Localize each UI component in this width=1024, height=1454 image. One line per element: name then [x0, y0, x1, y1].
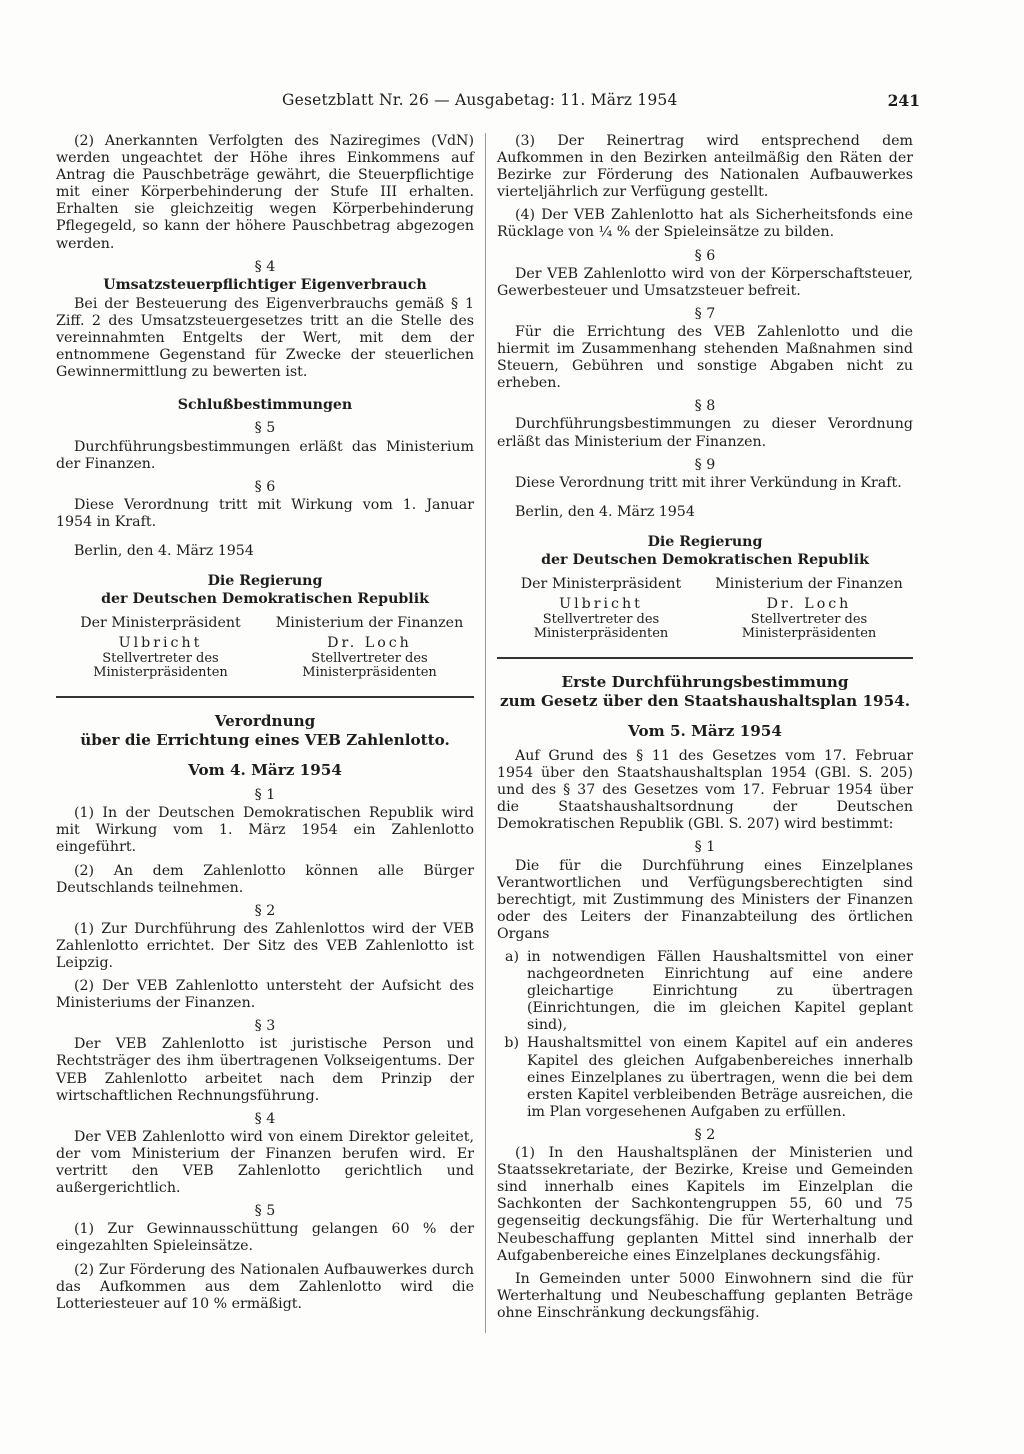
place-date: Berlin, den 4. März 1954 [74, 542, 254, 559]
header-title: Gesetzblatt Nr. 26 — Ausgabetag: 11. März 1954 [282, 91, 678, 109]
paragraph: (1) Zur Gewinnausschüttung gelangen 60 % der eingezahlten Spieleinsätze. [56, 1221, 474, 1255]
paragraph: (3) Der Reinertrag wird entsprechend dem Aufkommen in den Bezirken anteilmäßig den Räten der Bezirke zur Förderung des Nationalen Aufbauwerkes vierteljährlich zur Verfügung gestellt. [497, 133, 913, 201]
signature-right [705, 575, 913, 641]
paragraph: (4) Der VEB Zahlenlotto hat als Sicherheitsfonds eine Rücklage von ¼ % der Spieleinsätze zu bilden. [497, 207, 913, 241]
paragraph: Diese Verordnung tritt mit Wirkung vom 1. Januar 1954 in Kraft. [56, 496, 474, 530]
signature-subtitle: Ministerpräsidenten [302, 665, 437, 681]
document-title: Erste Durchführungsbestimmung [561, 672, 849, 691]
paragraph: Die für die Durchführung eines Einzelplanes Verantwortlichen und Verfügungsberechtigten sind berechtigt, mit Zustimmung des Ministers der Finanzen oder des Leiters der Finanzabteilung des örtlichen Organs [497, 857, 913, 942]
paragraph: (1) In den Haushaltsplänen der Ministerien und Staatssekretariate, der Bezirke, Kreise und Gemeinden sind innerhalb eines Kapitels im Einzelplan die Sachkonten der Sachkontengruppen 55, 60 und 75 gegenseitig deckungsfähig. Die für Werterhaltung und Neubeschaffung geplanten Mittel sind innerhalb der Aufgabenbereiche eines Einzelplanes deckungsfähig. [497, 1145, 913, 1264]
signature-name: Ulbricht [559, 595, 643, 612]
paragraph: (1) Zur Durchführung des Zahlenlottos wird der VEB Zahlenlotto errichtet. Der Sitz des VEB Zahlenlotto ist Leipzig. [56, 920, 474, 971]
document-date: Vom 4. März 1954 [188, 761, 342, 780]
paragraph: Der VEB Zahlenlotto ist juristische Person und Rechtsträger des ihm übertragenen Volkseigentums. Der VEB Zahlenlotto arbeitet nach dem Prinzip der wirtschaftlichen Rechnungsführung. [56, 1036, 474, 1104]
paragraph: Der VEB Zahlenlotto wird von der Körperschaftsteuer, Gewerbesteuer und Umsatzsteuer befreit. [497, 265, 913, 299]
document-title: zum Gesetz über den Staatshaushaltsplan 1954. [499, 691, 911, 710]
signature-subtitle: Stellvertreter des [102, 651, 219, 667]
list-item [497, 1035, 913, 1120]
paragraph: Der VEB Zahlenlotto wird von einem Direktor geleitet, der vom Ministerium der Finanzen berufen wird. Er vertritt den VEB Zahlenlotto gerichtlich und außergerichtlich. [56, 1128, 474, 1197]
signature-subtitle: Stellvertreter des [311, 651, 428, 667]
section-divider [497, 657, 913, 659]
section-divider [56, 696, 474, 698]
place-date: Berlin, den 4. März 1954 [515, 503, 695, 520]
signature-subtitle: Ministerpräsidenten [741, 625, 877, 641]
signature-name: Dr. Loch [327, 635, 412, 652]
paragraph-vdn: (2) Anerkannten Verfolgten des Naziregimes (VdN) werden ungeachtet der Höhe ihres Einkommens auf Antrag die Pauschbeträge gewährt, die Steuerpflichtige mit einer Körperbehinderung der Stufe III erhalten. Erhalten sie gleichzeitig wegen Körperbehinderung Pflegegeld, so kann der höhere Pauschbetrag abgezogen werden. [56, 133, 474, 252]
signature-role: Der Ministerpräsident [520, 575, 682, 592]
government-line: der Deutschen Demokratischen Republik [541, 551, 869, 568]
signature-role: Der Ministerpräsident [80, 615, 241, 632]
paragraph: In Gemeinden unter 5000 Einwohnern sind die für Werterhaltung und Neubeschaffung geplanten Beträge ohne Einschränkung deckungsfähig. [497, 1270, 913, 1321]
document-date: Vom 5. März 1954 [628, 721, 782, 740]
section-number: § 1 [694, 839, 716, 856]
section-heading: Schlußbestimmungen [177, 397, 353, 414]
section-number: § 6 [694, 247, 716, 264]
list-text: Haushaltsmittel von einem Kapitel auf ein anderes Kapitel des gleichen Aufgabenbereiches innerhalb eines Einzelplanes zu übertragen, wenn die bei dem ersten Kapitel verbleibenden Beträge ausreichen, die im Plan vorgesehenen Aufgaben zu erfüllen. [527, 1035, 913, 1120]
signature-subtitle: Ministerpräsidenten [93, 665, 228, 681]
paragraph: Für die Errichtung des VEB Zahlenlotto und die hiermit im Zusammenhang stehenden Maßnahmen sind Steuern, Gebühren und sonstige Abgaben nicht zu erheben. [497, 323, 913, 392]
list-item [497, 949, 913, 1034]
page-header [230, 92, 920, 116]
spacer [56, 387, 474, 397]
section-number: § 5 [254, 1203, 276, 1220]
paragraph: (2) Zur Förderung des Nationalen Aufbauwerkes durch das Aufkommen aus dem Zahlenlotto wird die Lotteriesteuer auf 10 % ermäßigt. [56, 1261, 474, 1312]
signature-left [56, 614, 265, 680]
left-column [56, 133, 474, 1319]
government-block [56, 572, 474, 608]
signature-role: Ministerium der Finanzen [715, 575, 903, 592]
list-marker: a) [505, 949, 519, 965]
signature-right [265, 614, 474, 680]
signature-block [56, 614, 474, 680]
section-number: § 6 [254, 478, 276, 495]
signature-name: Ulbricht [118, 635, 203, 652]
signature-name: Dr. Loch [766, 595, 852, 612]
paragraph: Diese Verordnung tritt mit ihrer Verkündung in Kraft. [515, 474, 902, 491]
paragraph: Auf Grund des § 11 des Gesetzes vom 17. Februar 1954 über den Staatshaushaltsplan 1954 (GBl. S. 205) und des § 37 des Gesetzes vom 17. Februar 1954 über die Staatshaushaltsordnung der Deutschen Demokratischen Republik (GBl. S. 207) wird bestimmt: [497, 747, 913, 833]
paragraph: Durchführungsbestimmungen zu dieser Verordnung erläßt das Ministerium der Finanzen. [497, 416, 913, 450]
document-title: über die Errichtung eines VEB Zahlenlotto. [80, 731, 450, 750]
paragraph: Bei der Besteuerung des Eigenverbrauchs gemäß § 1 Ziff. 2 des Umsatzsteuergesetzes tritt an die Stelle des vereinnahmten Entgelts der Wert, mit dem der entnommene Gegenstand für Zwecke der steuerlichen Gewinnermittlung zu bewerten ist. [56, 295, 474, 381]
paragraph: Durchführungsbestimmungen erläßt das Ministerium der Finanzen. [56, 438, 474, 472]
signature-role: Ministerium der Finanzen [275, 615, 464, 632]
section-number: § 4 [254, 258, 276, 275]
section-heading: Umsatzsteuerpflichtiger Eigenverbrauch [103, 276, 427, 293]
paragraph: (1) In der Deutschen Demokratischen Republik wird mit Wirkung vom 1. März 1954 ein Zahlenlotto eingeführt. [56, 805, 474, 856]
right-column [497, 133, 913, 1328]
government-line: der Deutschen Demokratischen Republik [101, 591, 429, 608]
signature-subtitle: Stellvertreter des [750, 611, 868, 627]
list-marker: b) [504, 1035, 519, 1052]
government-line: Die Regierung [647, 533, 763, 550]
section-number: § 1 [254, 787, 276, 804]
section-number: § 4 [254, 1110, 276, 1127]
signature-left [497, 575, 705, 641]
section-number: § 2 [254, 902, 276, 919]
column-rule [485, 133, 486, 1333]
section-number: § 2 [694, 1126, 716, 1143]
government-block [497, 533, 913, 569]
signature-subtitle: Stellvertreter des [542, 611, 660, 627]
government-line: Die Regierung [207, 573, 323, 590]
section-number: § 7 [694, 305, 716, 322]
signature-subtitle: Ministerpräsidenten [533, 625, 669, 641]
section-number: § 5 [254, 420, 276, 437]
paragraph: (2) An dem Zahlenlotto können alle Bürger Deutschlands teilnehmen. [56, 862, 474, 896]
page-number: 241 [887, 91, 920, 110]
section-number: § 9 [694, 456, 716, 473]
section-number: § 8 [694, 398, 716, 415]
signature-block [497, 575, 913, 641]
list-text: in notwendigen Fällen Haushaltsmittel von einer nachgeordneten Einrichtung auf eine andere gleichartige Einrichtung zu übertragen (Einrichtungen, die im gleichen Kapitel geplant sind), [527, 949, 913, 1034]
document-title: Verordnung [214, 712, 316, 731]
section-number: § 3 [254, 1018, 276, 1035]
paragraph: (2) Der VEB Zahlenlotto untersteht der Aufsicht des Ministeriums der Finanzen. [56, 978, 474, 1012]
